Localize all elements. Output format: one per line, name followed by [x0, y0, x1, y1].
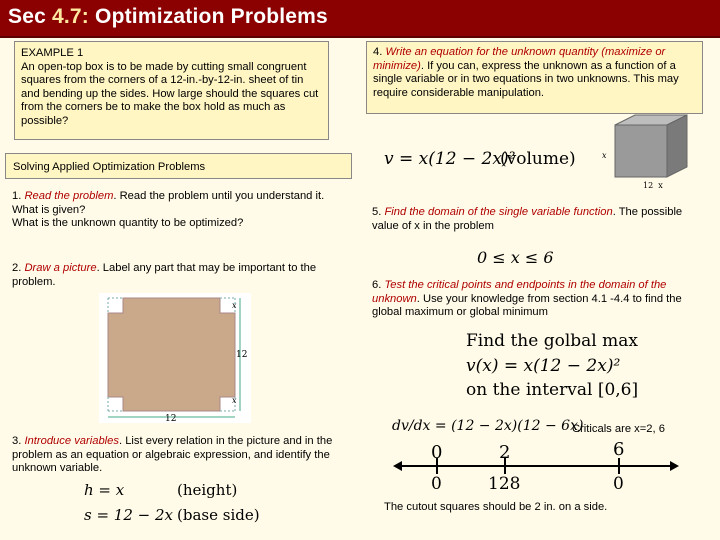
fig-x-label-top: x	[232, 301, 237, 310]
box-x-label: x	[602, 151, 607, 160]
step-4-box: 4. Write an equation for the unknown quantity (maximize or minimize). If you can, express the unknown as a function of a single variable or in two equations in two unknowns. This may require considerable manipulation.	[366, 41, 703, 114]
interval-text: on the interval [0,6]	[466, 380, 639, 400]
example-heading: EXAMPLE 1	[21, 47, 84, 59]
nl-bottom-128: 128	[488, 474, 521, 494]
criticals-text: Criticals are x=2, 6	[572, 423, 665, 435]
example-text: An open-top box is to be made by cutting small congruent squares from the corners of a 12-in.-by-12-in. sheet of tin and bending up the sides. How large should the squares cut from the corners be to make the box hold as much as possible?	[21, 60, 319, 127]
step-2: 2. Draw a picture. Label any part that may be important to the problem.	[12, 262, 317, 288]
nl-top-0: 0	[431, 442, 443, 463]
nl-top-6: 6	[613, 439, 625, 460]
page-title: Sec 4.7: Optimization Problems	[8, 5, 328, 28]
fig-side-bottom: 12	[165, 414, 177, 424]
volume-function: v(x) = x(12 − 2x)²	[466, 356, 621, 376]
step-5: 5. Find the domain of the single variable function. The possible value of x in the problem	[372, 206, 683, 232]
fig-x-label-bottom: x	[232, 396, 237, 405]
step-6: 6. Test the critical points and endpoints in the domain of the unknown. Use your knowledge from section 4.1 -4.4 to find the global maximum or global minimum	[372, 279, 682, 319]
nl-top-2: 2	[499, 442, 511, 463]
box-illustration	[602, 113, 693, 193]
volume-note: (volume)	[500, 149, 576, 169]
example-box	[14, 41, 329, 140]
derivative: dv/dx = (12 − 2x)(12 − 6x)	[392, 418, 584, 434]
find-global-max: Find the golbal max	[466, 331, 638, 351]
volume-equation: v = x(12 − 2x)²	[384, 149, 516, 169]
eq-base: s = 12 − 2x	[84, 506, 173, 524]
domain-inequality: 0 ≤ x ≤ 6	[477, 248, 554, 267]
title-bar	[0, 0, 720, 38]
nl-bottom-0a: 0	[431, 474, 442, 494]
cut-square-figure	[99, 293, 251, 423]
nl-bottom-0b: 0	[613, 474, 624, 494]
solving-heading: Solving Applied Optimization Problems	[13, 161, 206, 173]
conclusion: The cutout squares should be 2 in. on a side.	[384, 501, 608, 513]
eq-height-note: (height)	[177, 481, 238, 499]
step-1: 1. Read the problem. Read the problem until you understand it. What is given? What is the unknown quantity to be optimized?	[12, 190, 325, 230]
fig-side-right: 12	[236, 350, 248, 360]
box-side-label: 12 x	[643, 181, 663, 190]
step-3: 3. Introduce variables. List every relation in the picture and in the problem as an equation or algebraic expression, and identify the unknown variable.	[12, 435, 333, 475]
eq-height: h = x	[84, 481, 125, 499]
eq-base-note: (base side)	[177, 506, 260, 524]
solving-heading-box	[5, 153, 352, 179]
